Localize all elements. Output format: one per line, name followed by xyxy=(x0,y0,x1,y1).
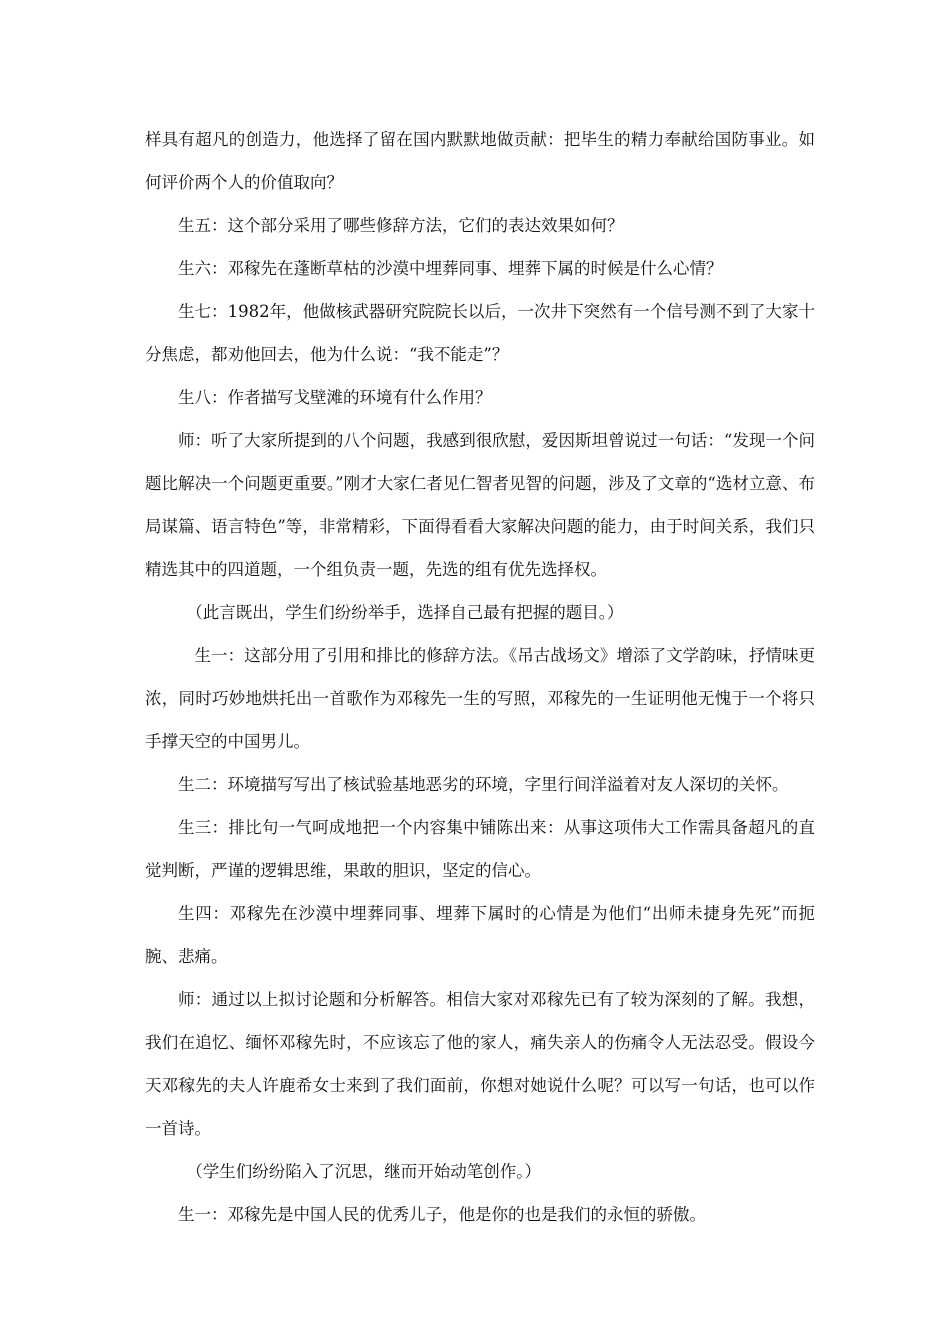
paragraph-student-six: 生六：邓稼先在蓬断草枯的沙漠中埋葬同事、埋葬下属的时候是什么心情？ xyxy=(178,259,723,278)
paragraph-student-seven: 生七：1982年，他做核武器研究院院长以后，一次井下突然有一个信号测不到了大家十分焦虑，都劝他回去，他为什么说：“我不能走”？ xyxy=(145,302,815,364)
paragraph-student-five: 生五：这个部分采用了哪些修辞方法，它们的表达效果如何？ xyxy=(178,216,624,235)
paragraph-student-eight: 生八：作者描写戈壁滩的环境有什么作用？ xyxy=(178,388,492,407)
paragraph-student-one-writing: 生一：邓稼先是中国人民的优秀儿子，他是你的也是我们的永恒的骄傲。 xyxy=(178,1205,706,1224)
paragraph-answer-one: 生一：这部分用了引用和排比的修辞方法。《吊古战场文》增添了文学韵味，抒情味更浓，同时巧妙地烘托出一首歌作为邓稼先一生的写照，邓稼先的一生证明他无愧于一个将只手撑天空的中国男儿。 xyxy=(145,646,815,751)
paragraph-answer-four: 生四：邓稼先在沙漠中埋葬同事、埋葬下属时的心情是为他们“出师未捷身先死”而扼腕、悲痛。 xyxy=(145,904,815,966)
paragraph-teacher-prompt: 师：通过以上拟讨论题和分析解答。相信大家对邓稼先已有了较为深刻的了解。我想，我们在追忆、缅怀邓稼先时，不应该忘了他的家人，痛失亲人的伤痛令人无法忍受。假设今天邓稼先的夫人许鹿希女士来到了我们面前，你想对她说什么呢？可以写一句话，也可以作一首诗。 xyxy=(145,990,815,1138)
paragraph-stage-note-hands: （此言既出，学生们纷纷举手，选择自己最有把握的题目。） xyxy=(186,603,624,622)
document-body xyxy=(145,118,815,1236)
paragraph-teacher-response: 师：听了大家所提到的八个问题，我感到很欣慰，爱因斯坦曾说过一句话：“发现一个问题比解决一个问题更重要。”刚才大家仁者见仁智者见智的问题，涉及了文章的“选材立意、布局谋篇、语言特色”等，非常精彩，下面得看看大家解决问题的能力，由于时间关系，我们只精选其中的四道题，一个组负责一题，先选的组有优先选择权。 xyxy=(145,431,815,579)
paragraph-continuation: 样具有超凡的创造力，他选择了留在国内默默地做贡献：把毕生的精力奉献给国防事业。如何评价两个人的价值取向？ xyxy=(145,130,815,192)
paragraph-answer-two: 生二：环境描写写出了核试验基地恶劣的环境，字里行间洋溢着对友人深切的关怀。 xyxy=(178,775,789,794)
paragraph-stage-note-writing: （学生们纷纷陷入了沉思，继而开始动笔创作。） xyxy=(186,1162,541,1181)
paragraph-answer-three: 生三：排比句一气呵成地把一个内容集中铺陈出来：从事这项伟大工作需具备超凡的直觉判断，严谨的逻辑思维，果敢的胆识，坚定的信心。 xyxy=(145,818,815,880)
